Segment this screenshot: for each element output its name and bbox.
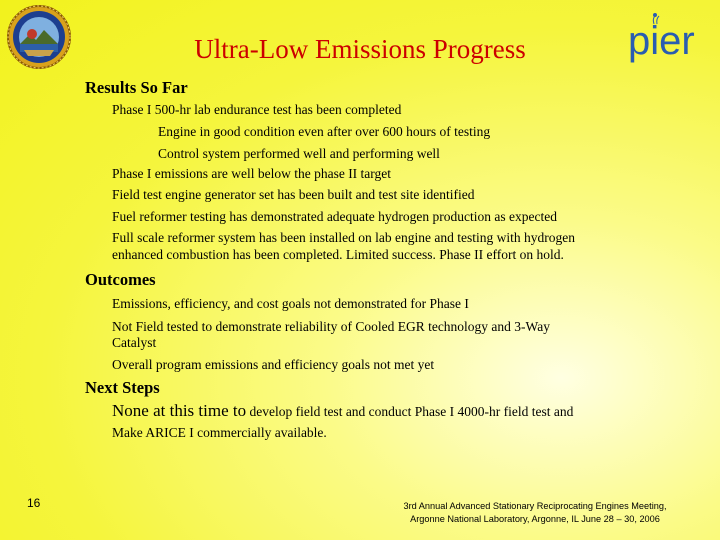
results-heading: Results So Far — [85, 78, 188, 97]
pier-logo-text: pier — [628, 19, 695, 63]
next-steps-heading: Next Steps — [85, 378, 160, 397]
next-steps-item-continued: Make ARICE I commercially available. — [112, 425, 327, 440]
footer-line-2: Argonne National Laboratory, Argonne, IL June 28 – 30, 2006 — [410, 514, 660, 524]
results-item: Phase I emissions are well below the phase II target — [112, 166, 392, 181]
outcomes-item: Not Field tested to demonstrate reliability of Cooled EGR technology and 3-Way — [112, 319, 550, 334]
outcomes-heading: Outcomes — [85, 270, 156, 289]
results-item: Full scale reformer system has been installed on lab engine and testing with hydrogen — [112, 230, 576, 245]
outcomes-item-continued: Catalyst — [112, 335, 157, 350]
slide-title: Ultra-Low Emissions Progress — [194, 34, 526, 64]
results-item: Phase I 500-hr lab endurance test has been completed — [112, 102, 402, 117]
page-number: 16 — [27, 496, 41, 510]
footer-line-1: 3rd Annual Advanced Stationary Reciprocating Engines Meeting, — [403, 501, 667, 511]
next-steps-item — [112, 403, 712, 420]
results-item-continued: enhanced combustion has been completed. Limited success. Phase II effort on hold. — [112, 247, 564, 262]
next-steps-rest: develop field test and conduct Phase I 4000-hr field test and — [246, 404, 574, 419]
results-subitem: Control system performed well and performing well — [158, 146, 440, 161]
results-subitem: Engine in good condition even after over 600 hours of testing — [158, 124, 491, 139]
outcomes-item: Overall program emissions and efficiency goals not met yet — [112, 357, 435, 372]
footer — [350, 500, 720, 526]
outcomes-item: Emissions, efficiency, and cost goals not demonstrated for Phase I — [112, 296, 469, 311]
results-item: Field test engine generator set has been built and test site identified — [112, 187, 475, 202]
results-item: Fuel reformer testing has demonstrated adequate hydrogen production as expected — [112, 209, 557, 224]
next-steps-lead: None at this time to — [112, 401, 247, 420]
